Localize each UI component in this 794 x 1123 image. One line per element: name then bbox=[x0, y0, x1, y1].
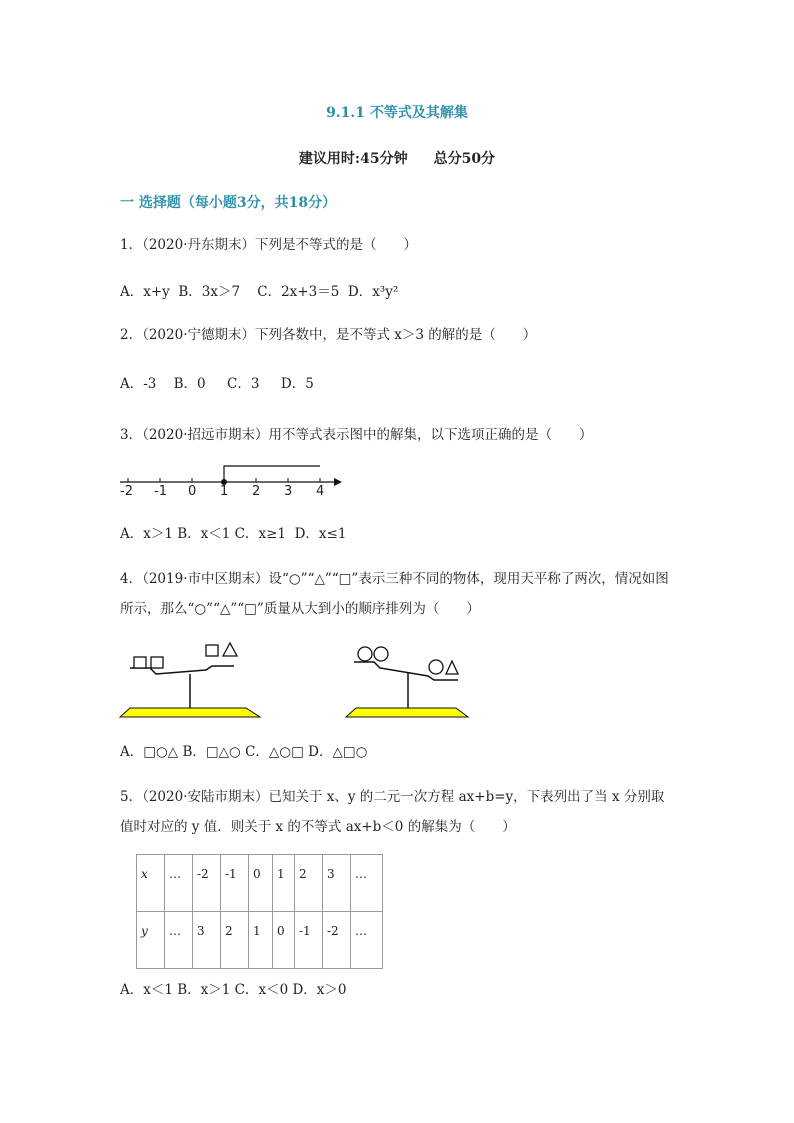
question-2-options: A．-3 B．0 C．3 D．5 bbox=[120, 376, 314, 392]
question-1-text: 1．（2020·丹东期末）下列是不等式的是（ ） bbox=[120, 237, 417, 253]
circle-icon bbox=[429, 660, 443, 674]
balance-scale-2 bbox=[344, 640, 494, 720]
question-5-options: A．x＜1 B．x＞1 C．x＜0 D．x＞0 bbox=[120, 982, 347, 998]
table-cell: 0 bbox=[249, 855, 273, 912]
tick-label: 2 bbox=[252, 484, 261, 499]
table-cell: -2 bbox=[193, 855, 221, 912]
question-3-text: 3．（2020·招远市期末）用不等式表示图中的解集，以下选项正确的是（ ） bbox=[120, 427, 593, 443]
balance-scale-1 bbox=[120, 640, 270, 720]
question-4-text-line2: 所示，那么“○”“△”“□”质量从大到小的顺序排列为（ ） bbox=[120, 601, 480, 617]
triangle-icon bbox=[223, 643, 237, 656]
table-cell: -1 bbox=[221, 855, 249, 912]
tick-label: 1 bbox=[220, 484, 229, 499]
question-4-options: A．□○△ B．□△○ C．△○□ D．△□○ bbox=[120, 744, 368, 760]
square-icon bbox=[151, 657, 163, 668]
question-3-options: A．x＞1 B．x＜1 C．x≥1 D．x≤1 bbox=[120, 526, 347, 542]
page-subtitle bbox=[0, 148, 794, 168]
circle-icon bbox=[358, 647, 372, 661]
table-cell: 3 bbox=[193, 912, 221, 969]
suggested-time: 建议用时:45分钟 bbox=[298, 151, 408, 167]
scale-base bbox=[346, 708, 468, 717]
table-row bbox=[137, 855, 383, 912]
table-cell: … bbox=[351, 912, 383, 969]
question-5-text-line1: 5．（2020·安陆市期末）已知关于 x、y 的二元一次方程 ax+b=y，下表列出了当 x 分别取 bbox=[120, 789, 665, 805]
table-cell: x bbox=[137, 855, 165, 912]
tick-label: 0 bbox=[188, 484, 197, 499]
table-cell: 2 bbox=[295, 855, 323, 912]
table-cell: … bbox=[165, 912, 193, 969]
table-cell: -2 bbox=[323, 912, 351, 969]
number-line-labels bbox=[120, 484, 352, 502]
circle-icon bbox=[374, 647, 388, 661]
tick-label: 4 bbox=[316, 484, 325, 499]
total-score: 总分50分 bbox=[433, 151, 496, 167]
triangle-icon bbox=[446, 661, 458, 674]
tick-label: 3 bbox=[284, 484, 293, 499]
square-icon bbox=[134, 657, 146, 668]
square-icon bbox=[206, 645, 218, 656]
table-row bbox=[137, 912, 383, 969]
table-cell: 1 bbox=[273, 855, 295, 912]
table-cell: 2 bbox=[221, 912, 249, 969]
table-cell: y bbox=[137, 912, 165, 969]
section-heading: 一 选择题（每小题3分，共18分） bbox=[120, 195, 337, 211]
question-5-text-line2: 值时对应的 y 值．则关于 x 的不等式 ax+b＜0 的解集为（ ） bbox=[120, 819, 516, 835]
table-cell: -1 bbox=[295, 912, 323, 969]
table-cell: 3 bbox=[323, 855, 351, 912]
tick-label: -1 bbox=[154, 484, 167, 499]
table-cell: … bbox=[165, 855, 193, 912]
solution-set-bracket bbox=[224, 466, 320, 482]
question-1-options: A．x+y B．3x＞7 C．2x+3＝5 D．x³y² bbox=[120, 284, 399, 300]
scale-base bbox=[120, 708, 260, 717]
table-cell: 0 bbox=[273, 912, 295, 969]
table-cell: … bbox=[351, 855, 383, 912]
question-4-text-line1: 4．（2019·市中区期末）设“○”“△”“□”表示三种不同的物体，现用天平称了两次，情况如图 bbox=[120, 571, 669, 587]
xy-value-table bbox=[136, 854, 383, 969]
page-title: 9.1.1 不等式及其解集 bbox=[326, 105, 468, 121]
question-2-text: 2．（2020·宁德期末）下列各数中，是不等式 x＞3 的解的是（ ） bbox=[120, 327, 537, 343]
tick-label: -2 bbox=[120, 484, 133, 499]
table-cell: 1 bbox=[249, 912, 273, 969]
